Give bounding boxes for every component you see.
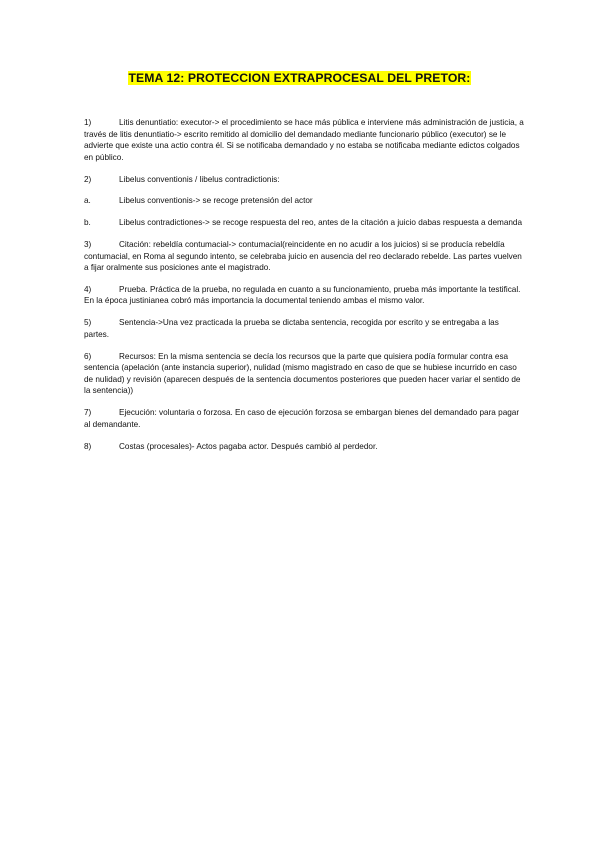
paragraph-number: 8) [84,441,92,451]
paragraph-3 [84,239,524,274]
paragraph-number: a. [84,196,91,206]
title-wrap [0,69,599,87]
paragraph-text: Libelus contradictiones-> se recoge respuesta del reo, antes de la citación a juicio dabas respuesta a demanda [119,218,523,228]
paragraph-text: Ejecución: voluntaria o forzosa. En caso de ejecución forzosa se embargan bienes del demandado para pagar al demandante. [84,408,520,429]
paragraph-number: 7) [84,408,92,418]
paragraph-2 [84,174,524,186]
paragraph-text: Litis denuntiatio: executor-> el procedimiento se hace más pública e interviene más administración de justicia, a través de litis denuntiatio-> escrito remitido al domicilio del demandado mediante funcionario público (executor) se le advierte que existe una actio contra él. Si se notificaba demandado y no estaba se notificaba mediante edictos colgados en público. [84,118,524,162]
paragraph-number: 1) [84,118,92,127]
paragraph-text: Recursos: En la misma sentencia se decía los recursos que la parte que quisiera podía formular contra esa sentencia (apelación (ante instancia superior), nulidad (mismo magistrado en caso de que se hubiese incurrido en caso de nulidad) y revisión (aparecen después de la sentencia documentos posteriores que pueden hacer variar el sentido de la sentencia)) [84,351,521,396]
paragraph-6 [84,351,524,397]
paragraph-number: 5) [84,318,92,328]
paragraph-number: 6) [84,351,92,361]
paragraph-8 [84,441,524,453]
paragraph-text: Libelus conventionis / libelus contradictionis: [119,174,280,184]
paragraph-number: 4) [84,284,92,294]
paragraph-text: Sentencia->Una vez practicada la prueba se dictaba sentencia, recogida por escrito y se entregaba a las partes. [84,318,499,339]
paragraph-number: 3) [84,239,92,249]
paragraph-text: Costas (procesales)- Actos pagaba actor. Después cambió al perdedor. [119,441,378,451]
paragraph-7 [84,407,524,430]
document-title: TEMA 12: PROTECCION EXTRAPROCESAL DEL PRETOR: [128,71,471,85]
paragraph-text: Citación: rebeldía contumacial-> contumacial(reincidente en no acudir a los juicios) si se producía rebeldía contumacial, en Roma al segundo intento, se celebraba juicio en ausencia del reo declarado rebelde. Las partes vuelven a fijar oralmente sus posiciones ante el magistrado. [84,239,522,273]
document-body [84,117,524,462]
paragraph-text: Libelus conventionis-> se recoge pretensión del actor [119,196,313,206]
paragraph-text: Prueba. Práctica de la prueba, no regulada en cuanto a su funcionamiento, prueba más importante la testifical. En la época justinianea cobró más importancia la documental teniendo ambas el mismo valor. [84,284,521,306]
paragraph-4 [84,284,524,307]
paragraph-2a [84,195,524,207]
paragraph-number: b. [84,218,91,228]
paragraph-number: 2) [84,174,92,184]
paragraph-5 [84,317,524,340]
paragraph-1 [84,117,524,163]
paragraph-2b [84,217,524,229]
